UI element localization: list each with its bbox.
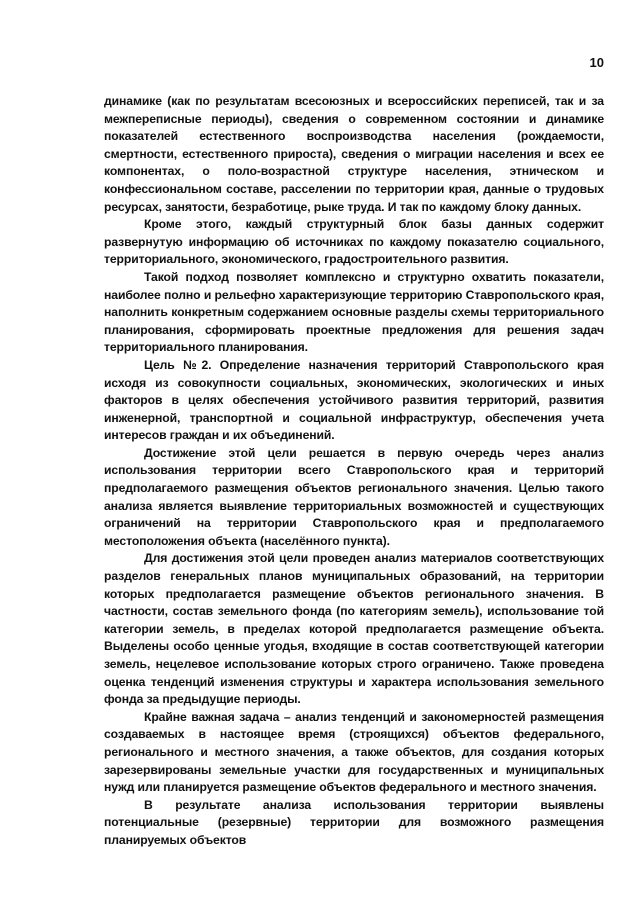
paragraph-text: Достижение этой цели решается в первую очередь через анализ использования территории всего Ставропольского края и территорий предполагаемого размещения объектов регионального значения. Целью такого анализа является выявление территориальных возможностей и существующих ограничений на территории Ставропольского края и предполагаемого местоположения объекта (населённого пункта). (104, 445, 604, 548)
paragraph-6 (104, 550, 604, 708)
paragraph-2 (104, 216, 604, 269)
paragraph-text: динамике (как по результатам всесоюзных и всероссийских переписей, так и за межпереписные периоды), сведения о современном состоянии и динамике показателей естественного воспроизводства населения (рождаемости, смертности, естественного прироста), сведения о миграции населения и всех ее компонентах, о поло-возрастной структуре населения, этническом и конфессиональном составе, расселении по территории края, данные о трудовых ресурсах, занятости, безработице, рыке труда. И так по каждому блоку данных. (104, 94, 604, 214)
paragraph-text: Такой подход позволяет комплексно и структурно охватить показатели, наиболее полно и рельефно характеризующие территорию Ставропольского края, наполнить конкретным содержанием основные разделы схемы территориального планирования, сформировать проектные предложения для решения задач территориального планирования. (104, 269, 604, 355)
goal-heading: Цель №2. (144, 357, 212, 372)
paragraph-text: В результате анализа использования территории выявлены потенциальные (резервные) территории для возможного размещения планируемых объектов (104, 797, 604, 847)
paragraph-text: Кроме этого, каждый структурный блок базы данных содержит развернутую информацию об источниках по каждому показателю социального, территориального, экономического, градостроительного развития. (104, 217, 604, 267)
document-body (104, 93, 604, 850)
paragraph-5 (104, 445, 604, 551)
paragraph-7 (104, 709, 604, 797)
paragraph-3 (104, 269, 604, 357)
page-number: 10 (589, 55, 604, 70)
paragraph-1 (104, 93, 604, 216)
paragraph-text: Крайне важная задача – анализ тенденций и закономерностей размещения создаваемых в настоящее время (строящихся) объектов федерального, регионального и местного значения, а также объектов, для создания которых зарезервированы земельные участки для государственных и муниципальных нужд или планируется размещение объектов федерального и местного значения. (104, 709, 604, 795)
paragraph-text: Для достижения этой цели проведен анализ материалов соответствующих разделов генеральных планов муниципальных образований, на территории которых предполагается размещение объектов регионального значения. В частности, состав земельного фонда (по категориям земель), использование той категории земель, в пределах которой предполагается размещение объекта. Выделены особо ценные угодья, входящие в состав соответствующей категории земель, нецелевое использование которых строго ограничено. Также проведена оценка тенденций изменения структуры и характера использования земельного фонда за предыдущие периоды. (104, 551, 604, 707)
paragraph-text: Определение назначения территорий Ставропольского края исходя из совокупности социальных, экономических, экологических и иных факторов в целях обеспечения устойчивого развития территорий, развития инженерной, транспортной и социальной инфраструктур, обеспечения учета интересов граждан и их объединений. (104, 357, 604, 443)
paragraph-goal-2 (104, 357, 604, 445)
paragraph-8 (104, 797, 604, 850)
